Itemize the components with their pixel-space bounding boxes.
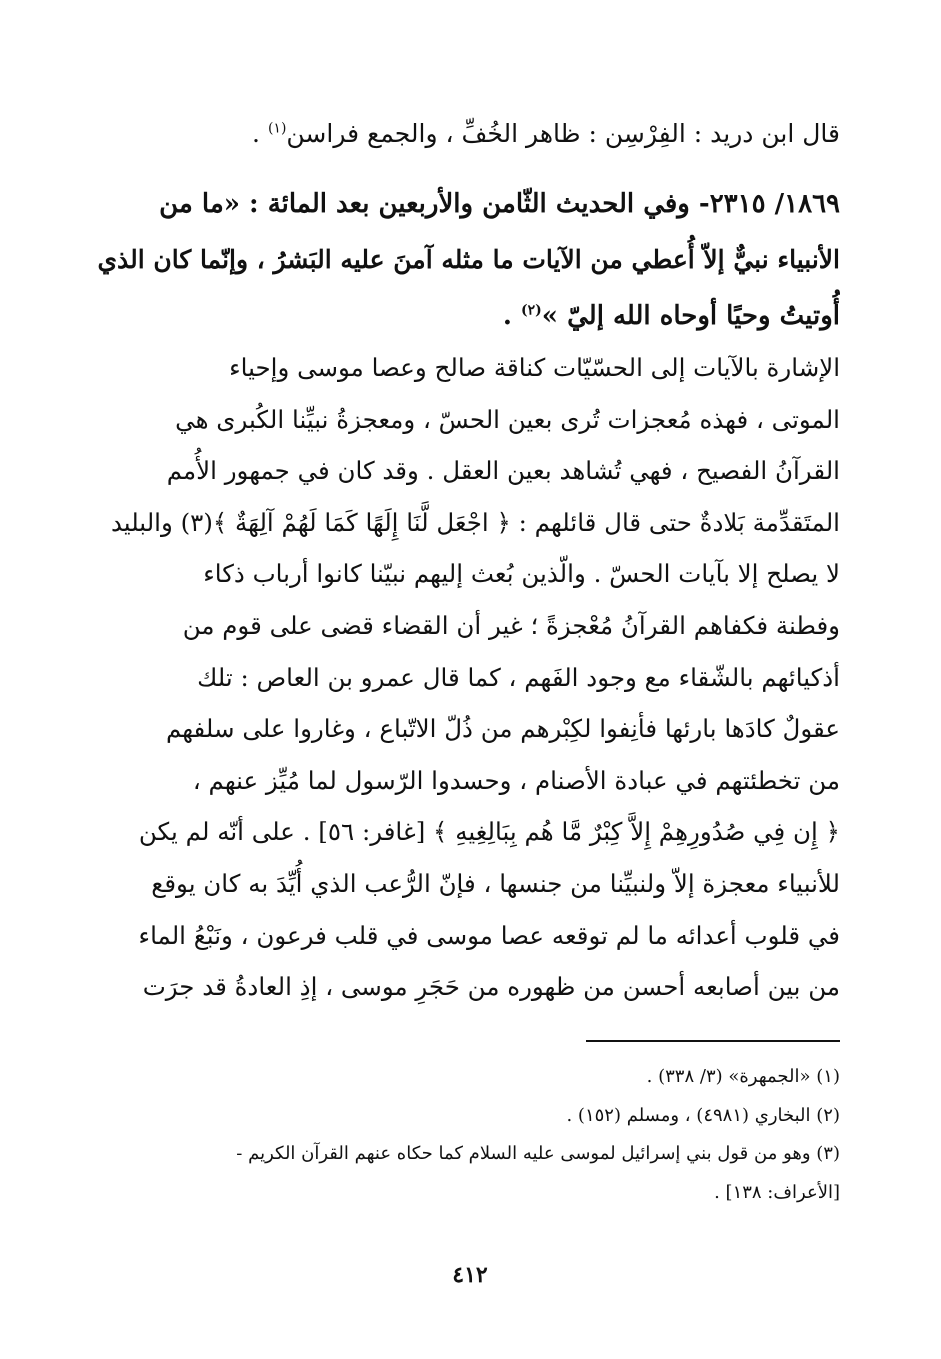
commentary-line: أذكيائهم بالشّقاء مع وجود الفَهم ، كما قال عمرو بن العاص : تلك	[197, 662, 840, 692]
footnotes-section	[88, 1058, 840, 1212]
commentary-line: ﴿ إِن فِي صُدُورِهِمْ إِلاَّ كِبْرٌ مَّا هُم بِبَالِغِيهِ ﴾ [غافر: ٥٦] . على أنّه لم يكن	[138, 817, 840, 847]
footnote-3: (٣) وهو من قول بني إسرائيل لموسى عليه السلام كما حكاه عنهم القرآن الكريم -	[236, 1143, 840, 1164]
commentary-line: للأنبياء معجزة إلاّ ولنبيِّنا من جنسها ، فإنّ الرُّعب الذي أُيِّدَ به كان يوقع	[151, 868, 840, 898]
commentary-paragraph	[88, 342, 840, 1013]
intro-paragraph	[88, 112, 840, 156]
intro-line	[88, 112, 840, 156]
footnote-ref-2[interactable]: (٢)	[521, 302, 542, 319]
hadith-line-3-end: .	[502, 301, 522, 331]
footnote-3-continued: [الأعراف: ١٣٨] .	[714, 1181, 840, 1203]
commentary-line: من بين أصابعه أحسن من ظهوره من حَجَرِ موسى ، إذِ العادةُ قد جرَت	[142, 972, 840, 1002]
footnote-2: (٢) البخاري (٤٩٨١) ، ومسلم (١٥٢) .	[566, 1104, 840, 1126]
hadith-line-3	[88, 288, 840, 344]
commentary-line: وفطنة فكفاهم القرآنُ مُعْجزةً ؛ غير أن القضاء قضى على قوم من	[182, 610, 840, 640]
commentary-line: من تخطئتهم في عبادة الأصنام ، وحسدوا الرّسول لما مُيِّز عنهم ،	[192, 765, 840, 795]
intro-end: .	[252, 119, 268, 148]
footnote-ref-1[interactable]: (١)	[267, 120, 287, 137]
intro-text: قال ابن دريد : الفِرْسِن : ظاهر الخُفِّ ، والجمع فراسن	[286, 119, 840, 148]
hadith-line-3-text: أُوتيتُ وحيًا أوحاه الله إليّ »	[541, 301, 840, 331]
page-number: ٤١٢	[452, 1262, 488, 1288]
commentary-line: في قلوب أعدائه ما لم توقعه عصا موسى في قلب فرعون ، ونَبْعُ الماء	[138, 920, 840, 950]
commentary-line: المتَقدِّمة بَلادةٌ حتى قال قائلهم : ﴿ اجْعَل لَّنَا إِلَهًا كَمَا لَهُمْ آلِهَةٌ ﴾(٣) والبليد	[110, 507, 840, 537]
hadith-line-2: الأنبياء نبيٌّ إلاّ أُعطي من الآيات ما مثله آمنَ عليه البَشرُ ، وإنّما كان الذي	[97, 245, 840, 274]
commentary-line: عقولٌ كادَها بارئها فأنِفوا لكِبْرهم من ذُلّ الاتّباع ، وغاروا على سلفهم	[165, 714, 840, 744]
hadith-paragraph	[88, 176, 840, 344]
commentary-line: الإشارة بالآيات إلى الحسّيّات كناقة صالح وعصا موسى وإحياء	[229, 353, 840, 382]
hadith-line-1: ١٨٦٩/ ٢٣١٥- وفي الحديث الثّامن والأربعين بعد المائة : «ما من	[159, 189, 840, 219]
footnote-1: (١) «الجمهرة» (٣/ ٣٣٨) .	[646, 1066, 840, 1087]
commentary-line: القرآنُ الفصيح ، فهي تُشاهد بعين العقل . وقد كان في جمهور الأُمم	[166, 456, 840, 486]
footnote-divider	[586, 1040, 840, 1042]
commentary-line: الموتى ، فهذه مُعجزات تُرى بعين الحسّ ، ومعجزةُ نبيِّنا الكُبرى هي	[175, 404, 840, 434]
commentary-line: لا يصلح إلا بآيات الحسّ . والّذين بُعث إليهم نبيّنا كانوا أرباب ذكاء	[203, 559, 840, 589]
